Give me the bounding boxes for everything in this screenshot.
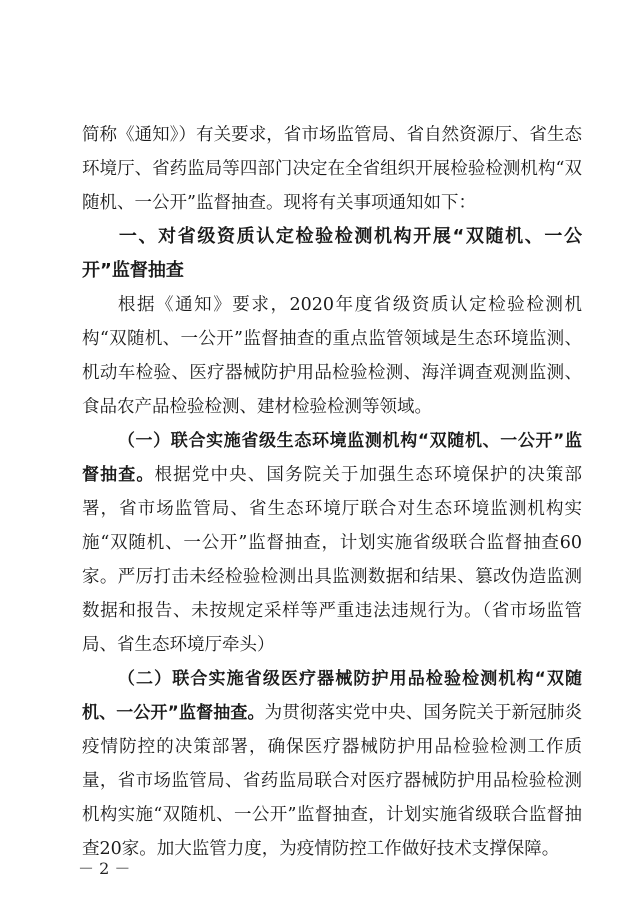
item-2-body: 为贯彻落实党中央、国务院关于新冠肺炎疫情防控的决策部署，确保医疗器械防护用品检验检测工作质量，省市场监管局、省药监局联合对医疗器械防护用品检验检测机构实施“双随机、一公开”监督抽查，计划实施省级联合监督抽查20家。加大监管力度，为疫情防控工作做好技术支撑保障。 — [82, 703, 582, 859]
item-1-body: 根据党中央、国务院关于加强生态环境保护的决策部署，省市场监管局、省生态环境厅联合对生态环境监测机构实施“双随机、一公开”监督抽查，计划实施省级联合监督抽查60家。严厉打击未经检验检测出具监测数据和结果、篡改伪造监测数据和报告、未按规定采样等严重违法违规行为。（省市场监管局、省生态环境厅牵头） — [82, 465, 583, 655]
section-heading-1: 一、对省级资质认定检验检测机构开展“双随机、一公开”监督抽查 — [82, 226, 582, 281]
paragraph-intro: 简称《通知》）有关要求，省市场监管局、省自然资源厅、省生态环境厅、省药监局等四部门决定在全省组织开展检验检测机构“双随机、一公开”监督抽查。现将有关事项通知如下： — [82, 125, 582, 213]
paragraph-item-2 — [82, 662, 582, 866]
paragraph-key-areas: 根据《通知》要求，2020年度省级资质认定检验检测机构“双随机、一公开”监督抽查的重点监管领域是生态环境监测、机动车检验、医疗器械防护用品检验检测、海洋调查观测监测、食品农产品检验检测、建材检验检测等领域。 — [82, 295, 582, 417]
page-number: － 2 － — [78, 859, 131, 878]
item-1-lead: （一）联合实施省级生态环境监测机构“双随机、一公开”监督抽查。 — [82, 431, 582, 485]
paragraph-item-1 — [82, 424, 582, 662]
document-body — [82, 118, 582, 866]
item-2-lead: （二）联合实施省级医疗器械防护用品检验检测机构“双随机、一公开”监督抽查。 — [82, 669, 582, 723]
